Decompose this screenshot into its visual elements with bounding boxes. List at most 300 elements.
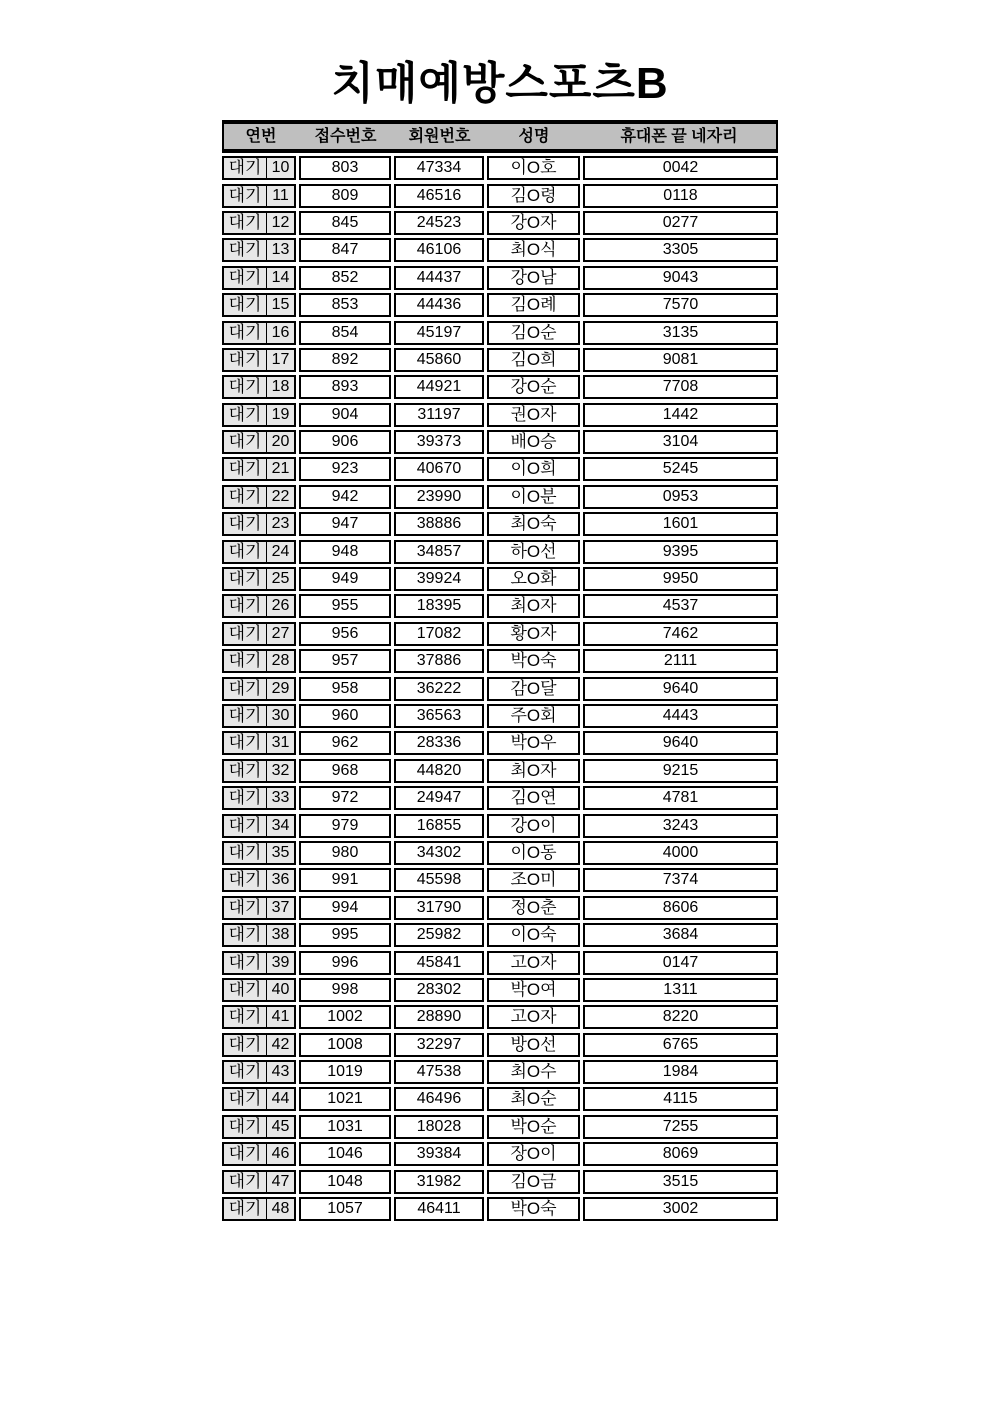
wait-prefix-label: 대기 <box>224 898 267 918</box>
serial-cell <box>222 1060 296 1084</box>
serial-cell <box>222 951 296 975</box>
member-number-cell: 36222 <box>394 677 484 701</box>
table-row <box>222 1115 778 1139</box>
name-cell: 이O숙 <box>487 923 580 947</box>
name-cell: 조O미 <box>487 868 580 892</box>
phone-last4-cell: 7570 <box>583 293 778 317</box>
table-row <box>222 759 778 783</box>
receipt-number-cell: 991 <box>299 868 391 892</box>
phone-last4-cell: 2111 <box>583 649 778 673</box>
wait-prefix-label: 대기 <box>224 1117 267 1137</box>
roster-table <box>222 120 778 1221</box>
name-cell: 강O이 <box>487 814 580 838</box>
member-number-cell: 45841 <box>394 951 484 975</box>
table-row <box>222 731 778 755</box>
member-number-cell: 28890 <box>394 1005 484 1029</box>
table-row <box>222 348 778 372</box>
table-row <box>222 1033 778 1057</box>
phone-last4-cell: 7462 <box>583 622 778 646</box>
name-cell: 최O식 <box>487 238 580 262</box>
name-cell: 방O선 <box>487 1033 580 1057</box>
phone-last4-cell: 3135 <box>583 321 778 345</box>
receipt-number-cell: 803 <box>299 156 391 180</box>
name-cell: 박O숙 <box>487 1197 580 1221</box>
phone-last4-cell: 3104 <box>583 430 778 454</box>
name-cell: 하O선 <box>487 540 580 564</box>
wait-number: 26 <box>271 597 290 615</box>
wait-number: 30 <box>271 707 290 724</box>
member-number-cell: 47538 <box>394 1060 484 1084</box>
name-cell: 강O남 <box>487 266 580 290</box>
wait-number: 18 <box>271 378 290 396</box>
name-cell: 최O순 <box>487 1087 580 1111</box>
member-number-cell: 18028 <box>394 1115 484 1139</box>
phone-last4-cell: 9640 <box>583 677 778 701</box>
phone-last4-cell: 4443 <box>583 704 778 728</box>
member-number-cell: 44436 <box>394 293 484 317</box>
table-row <box>222 841 778 865</box>
table-row <box>222 540 778 564</box>
phone-last4-cell: 0953 <box>583 485 778 509</box>
phone-last4-cell: 9043 <box>583 266 778 290</box>
wait-prefix-label: 대기 <box>224 1172 267 1192</box>
phone-last4-cell: 8069 <box>583 1142 778 1166</box>
serial-cell <box>222 759 296 783</box>
member-number-cell: 18395 <box>394 594 484 618</box>
phone-last4-cell: 1442 <box>583 403 778 427</box>
name-cell: 이O분 <box>487 485 580 509</box>
wait-number: 12 <box>271 213 290 231</box>
wait-number: 22 <box>271 487 290 505</box>
wait-number: 38 <box>271 926 290 944</box>
receipt-number-cell: 998 <box>299 978 391 1002</box>
serial-cell <box>222 567 296 591</box>
phone-last4-cell: 5245 <box>583 457 778 481</box>
table-row <box>222 1087 778 1111</box>
receipt-number-cell: 948 <box>299 540 391 564</box>
wait-prefix-label: 대기 <box>224 514 267 534</box>
name-cell: 이O동 <box>487 841 580 865</box>
name-cell: 강O순 <box>487 375 580 399</box>
phone-last4-cell: 0042 <box>583 156 778 180</box>
table-row <box>222 512 778 536</box>
table-row <box>222 951 778 975</box>
table-row <box>222 622 778 646</box>
phone-last4-cell: 4000 <box>583 841 778 865</box>
receipt-number-cell: 809 <box>299 184 391 208</box>
wait-number: 31 <box>271 734 290 752</box>
member-number-cell: 44820 <box>394 759 484 783</box>
wait-prefix-label: 대기 <box>224 240 267 260</box>
table-row <box>222 1005 778 1029</box>
table-row <box>222 868 778 892</box>
wait-number: 34 <box>271 816 290 834</box>
serial-cell <box>222 211 296 235</box>
name-cell: 강O자 <box>487 211 580 235</box>
receipt-number-cell: 960 <box>299 704 391 728</box>
phone-last4-cell: 0147 <box>583 951 778 975</box>
wait-prefix-label: 대기 <box>224 788 267 808</box>
table-row <box>222 923 778 947</box>
wait-number: 19 <box>271 405 290 423</box>
phone-last4-cell: 6765 <box>583 1033 778 1057</box>
serial-cell <box>222 704 296 728</box>
wait-prefix-label: 대기 <box>224 569 267 589</box>
receipt-number-cell: 949 <box>299 567 391 591</box>
phone-last4-cell: 9081 <box>583 348 778 372</box>
table-row <box>222 978 778 1002</box>
receipt-number-cell: 958 <box>299 677 391 701</box>
name-cell: 황O자 <box>487 622 580 646</box>
member-number-cell: 39373 <box>394 430 484 454</box>
name-cell: 오O화 <box>487 567 580 591</box>
receipt-number-cell: 956 <box>299 622 391 646</box>
wait-prefix-label: 대기 <box>224 870 267 890</box>
phone-last4-cell: 0118 <box>583 184 778 208</box>
receipt-number-cell: 972 <box>299 786 391 810</box>
column-header-name: 성명 <box>518 127 550 145</box>
receipt-number-cell: 994 <box>299 896 391 920</box>
member-number-cell: 28302 <box>394 978 484 1002</box>
wait-number: 39 <box>271 953 290 971</box>
receipt-number-cell: 995 <box>299 923 391 947</box>
table-row <box>222 403 778 427</box>
phone-last4-cell: 1984 <box>583 1060 778 1084</box>
member-number-cell: 17082 <box>394 622 484 646</box>
table-body <box>222 156 778 1221</box>
wait-prefix-label: 대기 <box>224 843 267 863</box>
wait-number: 46 <box>271 1145 290 1163</box>
name-cell: 박O순 <box>487 1115 580 1139</box>
phone-last4-cell: 0277 <box>583 211 778 235</box>
serial-cell <box>222 184 296 208</box>
wait-prefix-label: 대기 <box>224 268 267 288</box>
wait-number: 37 <box>271 898 290 916</box>
serial-cell <box>222 896 296 920</box>
member-number-cell: 31790 <box>394 896 484 920</box>
receipt-number-cell: 906 <box>299 430 391 454</box>
wait-number: 27 <box>271 624 290 642</box>
wait-prefix-label: 대기 <box>224 816 267 836</box>
wait-prefix-label: 대기 <box>224 624 267 644</box>
phone-last4-cell: 8220 <box>583 1005 778 1029</box>
wait-prefix-label: 대기 <box>224 405 267 425</box>
wait-number: 10 <box>271 159 290 177</box>
wait-prefix-label: 대기 <box>224 158 267 178</box>
name-cell: 박O우 <box>487 731 580 755</box>
member-number-cell: 32297 <box>394 1033 484 1057</box>
wait-number: 24 <box>271 542 290 560</box>
receipt-number-cell: 893 <box>299 375 391 399</box>
wait-prefix-label: 대기 <box>224 186 267 206</box>
wait-prefix-label: 대기 <box>224 213 267 233</box>
receipt-number-cell: 955 <box>299 594 391 618</box>
receipt-number-cell: 904 <box>299 403 391 427</box>
wait-number: 44 <box>271 1090 290 1108</box>
serial-cell <box>222 978 296 1002</box>
serial-cell <box>222 293 296 317</box>
receipt-number-cell: 845 <box>299 211 391 235</box>
name-cell: 김O희 <box>487 348 580 372</box>
name-cell: 김O연 <box>487 786 580 810</box>
wait-prefix-label: 대기 <box>224 542 267 562</box>
serial-cell <box>222 457 296 481</box>
serial-cell <box>222 375 296 399</box>
serial-cell <box>222 348 296 372</box>
receipt-number-cell: 1031 <box>299 1115 391 1139</box>
name-cell: 김O순 <box>487 321 580 345</box>
table-row <box>222 266 778 290</box>
serial-cell <box>222 485 296 509</box>
member-number-cell: 45860 <box>394 348 484 372</box>
receipt-number-cell: 1057 <box>299 1197 391 1221</box>
wait-prefix-label: 대기 <box>224 1062 267 1082</box>
wait-prefix-label: 대기 <box>224 1199 267 1219</box>
serial-cell <box>222 1033 296 1057</box>
column-header-member: 회원번호 <box>408 127 471 145</box>
table-row <box>222 238 778 262</box>
column-header-phone-last4: 휴대폰 끝 네자리 <box>620 127 738 145</box>
wait-number: 47 <box>271 1172 290 1190</box>
name-cell: 최O숙 <box>487 512 580 536</box>
member-number-cell: 38886 <box>394 512 484 536</box>
name-cell: 이O희 <box>487 457 580 481</box>
receipt-number-cell: 1048 <box>299 1170 391 1194</box>
wait-number: 48 <box>271 1200 290 1218</box>
serial-cell <box>222 1197 296 1221</box>
receipt-number-cell: 854 <box>299 321 391 345</box>
wait-number: 40 <box>271 980 290 998</box>
wait-prefix-label: 대기 <box>224 1035 267 1055</box>
wait-prefix-label: 대기 <box>224 1089 267 1109</box>
serial-cell <box>222 1087 296 1111</box>
receipt-number-cell: 996 <box>299 951 391 975</box>
wait-prefix-label: 대기 <box>224 596 267 616</box>
wait-prefix-label: 대기 <box>224 487 267 507</box>
serial-cell <box>222 868 296 892</box>
column-header-receipt: 접수번호 <box>314 127 377 145</box>
phone-last4-cell: 3515 <box>583 1170 778 1194</box>
wait-prefix-label: 대기 <box>224 377 267 397</box>
name-cell: 최O자 <box>487 594 580 618</box>
serial-cell <box>222 430 296 454</box>
name-cell: 정O춘 <box>487 896 580 920</box>
table-row <box>222 485 778 509</box>
phone-last4-cell: 1311 <box>583 978 778 1002</box>
serial-cell <box>222 1142 296 1166</box>
wait-number: 11 <box>272 186 289 204</box>
wait-prefix-label: 대기 <box>224 761 267 781</box>
wait-number: 20 <box>271 433 290 451</box>
receipt-number-cell: 847 <box>299 238 391 262</box>
member-number-cell: 45197 <box>394 321 484 345</box>
member-number-cell: 31982 <box>394 1170 484 1194</box>
serial-cell <box>222 814 296 838</box>
table-header-row <box>222 120 778 153</box>
member-number-cell: 34857 <box>394 540 484 564</box>
wait-number: 41 <box>271 1008 290 1026</box>
wait-number: 36 <box>271 871 290 889</box>
wait-number: 32 <box>271 761 290 779</box>
member-number-cell: 46516 <box>394 184 484 208</box>
name-cell: 박O숙 <box>487 649 580 673</box>
member-number-cell: 28336 <box>394 731 484 755</box>
serial-cell <box>222 677 296 701</box>
member-number-cell: 25982 <box>394 923 484 947</box>
serial-cell <box>222 266 296 290</box>
table-row <box>222 321 778 345</box>
table-row <box>222 567 778 591</box>
member-number-cell: 34302 <box>394 841 484 865</box>
phone-last4-cell: 9215 <box>583 759 778 783</box>
wait-prefix-label: 대기 <box>224 350 267 370</box>
serial-cell <box>222 512 296 536</box>
receipt-number-cell: 968 <box>299 759 391 783</box>
name-cell: 감O달 <box>487 677 580 701</box>
table-row <box>222 649 778 673</box>
phone-last4-cell: 7374 <box>583 868 778 892</box>
member-number-cell: 47334 <box>394 156 484 180</box>
page-title: 치매예방스포츠B <box>331 59 669 108</box>
wait-number: 43 <box>271 1063 290 1081</box>
member-number-cell: 36563 <box>394 704 484 728</box>
wait-prefix-label: 대기 <box>224 651 267 671</box>
table-row <box>222 1170 778 1194</box>
serial-cell <box>222 841 296 865</box>
member-number-cell: 46411 <box>394 1197 484 1221</box>
wait-prefix-label: 대기 <box>224 432 267 452</box>
phone-last4-cell: 4781 <box>583 786 778 810</box>
phone-last4-cell: 7708 <box>583 375 778 399</box>
table-row <box>222 156 778 180</box>
wait-prefix-label: 대기 <box>224 323 267 343</box>
table-row <box>222 184 778 208</box>
phone-last4-cell: 3243 <box>583 814 778 838</box>
wait-number: 23 <box>271 515 290 533</box>
phone-last4-cell: 9950 <box>583 567 778 591</box>
wait-prefix-label: 대기 <box>224 980 267 1000</box>
serial-cell <box>222 156 296 180</box>
phone-last4-cell: 4115 <box>583 1087 778 1111</box>
wait-prefix-label: 대기 <box>224 925 267 945</box>
receipt-number-cell: 947 <box>299 512 391 536</box>
serial-cell <box>222 1170 296 1194</box>
member-number-cell: 24947 <box>394 786 484 810</box>
receipt-number-cell: 852 <box>299 266 391 290</box>
wait-number: 28 <box>271 652 290 670</box>
name-cell: 고O자 <box>487 1005 580 1029</box>
member-number-cell: 37886 <box>394 649 484 673</box>
name-cell: 최O수 <box>487 1060 580 1084</box>
wait-number: 35 <box>271 843 290 861</box>
table-row <box>222 457 778 481</box>
receipt-number-cell: 957 <box>299 649 391 673</box>
name-cell: 장O이 <box>487 1142 580 1166</box>
phone-last4-cell: 3305 <box>583 238 778 262</box>
receipt-number-cell: 980 <box>299 841 391 865</box>
name-cell: 김O금 <box>487 1170 580 1194</box>
table-row <box>222 375 778 399</box>
wait-number: 14 <box>271 268 290 286</box>
receipt-number-cell: 942 <box>299 485 391 509</box>
serial-cell <box>222 923 296 947</box>
member-number-cell: 44437 <box>394 266 484 290</box>
receipt-number-cell: 1021 <box>299 1087 391 1111</box>
table-row <box>222 211 778 235</box>
serial-cell <box>222 1115 296 1139</box>
wait-prefix-label: 대기 <box>224 706 267 726</box>
phone-last4-cell: 9395 <box>583 540 778 564</box>
serial-cell <box>222 649 296 673</box>
table-row <box>222 677 778 701</box>
wait-number: 17 <box>271 350 290 368</box>
phone-last4-cell: 3684 <box>583 923 778 947</box>
name-cell: 김O령 <box>487 184 580 208</box>
wait-number: 16 <box>271 323 290 341</box>
serial-cell <box>222 238 296 262</box>
member-number-cell: 39924 <box>394 567 484 591</box>
name-cell: 박O여 <box>487 978 580 1002</box>
phone-last4-cell: 9640 <box>583 731 778 755</box>
phone-last4-cell: 4537 <box>583 594 778 618</box>
member-number-cell: 40670 <box>394 457 484 481</box>
wait-number: 25 <box>271 570 290 588</box>
table-row <box>222 1142 778 1166</box>
receipt-number-cell: 979 <box>299 814 391 838</box>
phone-last4-cell: 3002 <box>583 1197 778 1221</box>
phone-last4-cell: 1601 <box>583 512 778 536</box>
column-header-serial: 연번 <box>245 127 277 145</box>
member-number-cell: 44921 <box>394 375 484 399</box>
wait-prefix-label: 대기 <box>224 733 267 753</box>
receipt-number-cell: 1008 <box>299 1033 391 1057</box>
wait-prefix-label: 대기 <box>224 679 267 699</box>
member-number-cell: 46496 <box>394 1087 484 1111</box>
wait-prefix-label: 대기 <box>224 1144 267 1164</box>
wait-prefix-label: 대기 <box>224 953 267 973</box>
table-row <box>222 293 778 317</box>
phone-last4-cell: 8606 <box>583 896 778 920</box>
name-cell: 이O호 <box>487 156 580 180</box>
wait-number: 42 <box>271 1035 290 1053</box>
serial-cell <box>222 403 296 427</box>
serial-cell <box>222 786 296 810</box>
receipt-number-cell: 962 <box>299 731 391 755</box>
receipt-number-cell: 1002 <box>299 1005 391 1029</box>
receipt-number-cell: 923 <box>299 457 391 481</box>
receipt-number-cell: 1046 <box>299 1142 391 1166</box>
wait-prefix-label: 대기 <box>224 1007 267 1027</box>
phone-last4-cell: 7255 <box>583 1115 778 1139</box>
wait-number: 45 <box>271 1117 290 1135</box>
wait-number: 13 <box>271 241 290 259</box>
name-cell: 권O자 <box>487 403 580 427</box>
table-row <box>222 814 778 838</box>
serial-cell <box>222 321 296 345</box>
name-cell: 김O례 <box>487 293 580 317</box>
serial-cell <box>222 1005 296 1029</box>
wait-prefix-label: 대기 <box>224 459 267 479</box>
table-row <box>222 786 778 810</box>
serial-cell <box>222 540 296 564</box>
table-row <box>222 594 778 618</box>
member-number-cell: 16855 <box>394 814 484 838</box>
table-row <box>222 704 778 728</box>
member-number-cell: 23990 <box>394 485 484 509</box>
receipt-number-cell: 1019 <box>299 1060 391 1084</box>
table-row <box>222 1060 778 1084</box>
table-row <box>222 430 778 454</box>
